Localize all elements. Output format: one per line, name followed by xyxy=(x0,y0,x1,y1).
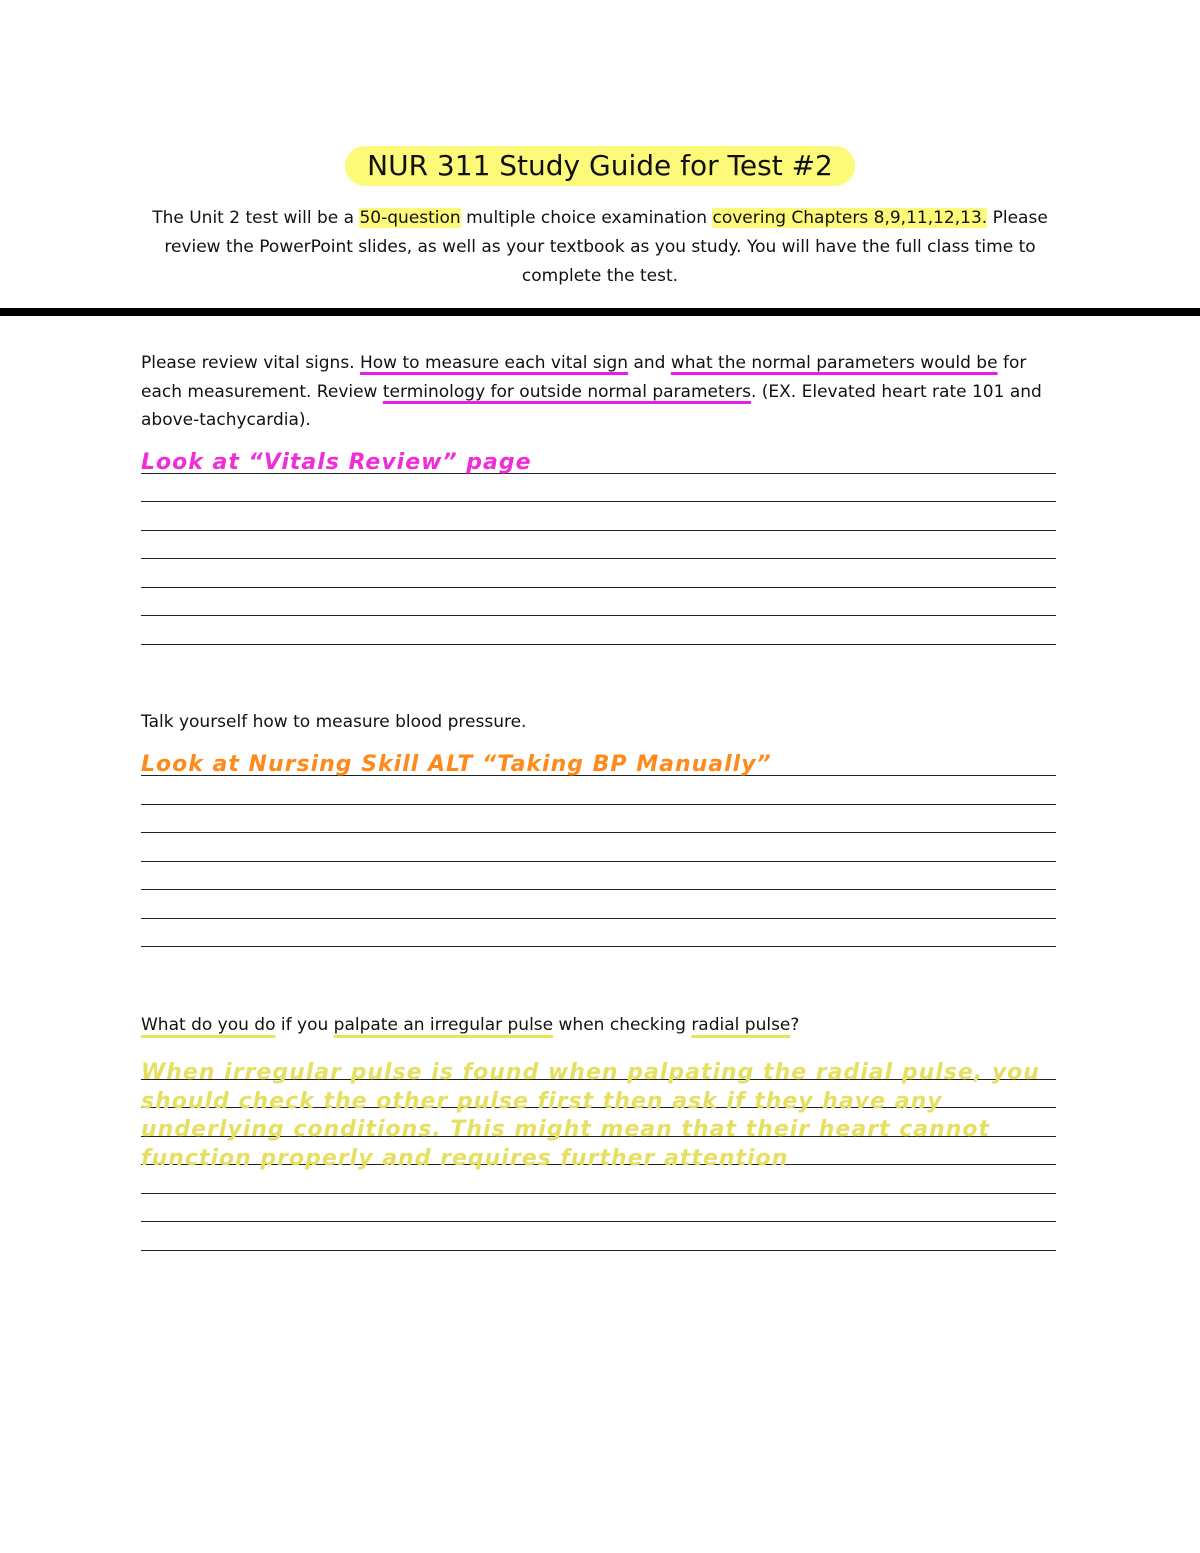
q2-handwritten-answer: Look at Nursing Skill ALT “Taking BP Manually” xyxy=(141,752,772,777)
q3-underline-1: What do you do xyxy=(141,1015,276,1035)
title-wrap xyxy=(0,146,1200,186)
answer-line xyxy=(141,1221,1056,1222)
question-3-prompt xyxy=(141,1011,1061,1040)
question-1-prompt xyxy=(141,349,1061,435)
q1-underline-1: How to measure each vital sign xyxy=(360,353,629,373)
answer-line xyxy=(141,530,1056,531)
q1-text-4: . (EX. Elevated heart rate 101 and above-tachycardia). xyxy=(141,381,1042,430)
intro-paragraph xyxy=(130,204,1070,291)
q3-underline-3: radial pulse xyxy=(691,1015,791,1035)
answer-line xyxy=(141,615,1056,616)
q1-text-3: for each measurement. Review xyxy=(141,353,1027,402)
answer-line xyxy=(141,946,1056,947)
q1-underline-2: what the normal parameters would be xyxy=(670,353,998,373)
intro-highlight-chapters: covering Chapters 8,9,11,12,13. xyxy=(712,208,988,228)
q3-text-1: if you xyxy=(275,1015,334,1035)
answer-line xyxy=(141,558,1056,559)
q1-text-2: and xyxy=(628,353,671,373)
answer-line xyxy=(141,861,1056,862)
answer-line xyxy=(141,832,1056,833)
answer-line xyxy=(141,1193,1056,1194)
page-title: NUR 311 Study Guide for Test #2 xyxy=(345,146,855,186)
answer-line xyxy=(141,1250,1056,1251)
intro-highlight-question-count: 50-question xyxy=(359,208,461,228)
q3-text-3: ? xyxy=(790,1015,800,1035)
question-2-prompt: Talk yourself how to measure blood pressure. xyxy=(141,712,527,732)
intro-text-3: Please review the PowerPoint slides, as well as your textbook as you study. You will have the full class time to complete the test. xyxy=(164,208,1048,286)
answer-line xyxy=(141,587,1056,588)
q1-underline-3: terminology for outside normal parameters xyxy=(382,381,751,402)
q1-text-1: Please review vital signs. xyxy=(141,353,360,373)
answer-line xyxy=(141,501,1056,502)
intro-text-2: multiple choice examination xyxy=(460,208,713,228)
intro-text-1: The Unit 2 test will be a xyxy=(152,208,360,228)
answer-line xyxy=(141,644,1056,645)
q3-underline-2: palpate an irregular pulse xyxy=(333,1015,554,1035)
q1-handwritten-answer: Look at “Vitals Review” page xyxy=(141,450,532,475)
answer-line xyxy=(141,889,1056,890)
section-divider xyxy=(0,308,1200,316)
q3-handwritten-answer: When irregular pulse is found when palpating the radial pulse, you should check the other pulse first then ask if they have any underlying conditions. This might mean that their heart cannot function properly and requires further attention xyxy=(141,1060,1040,1171)
answer-line xyxy=(141,804,1056,805)
answer-line xyxy=(141,918,1056,919)
q3-text-2: when checking xyxy=(553,1015,692,1035)
